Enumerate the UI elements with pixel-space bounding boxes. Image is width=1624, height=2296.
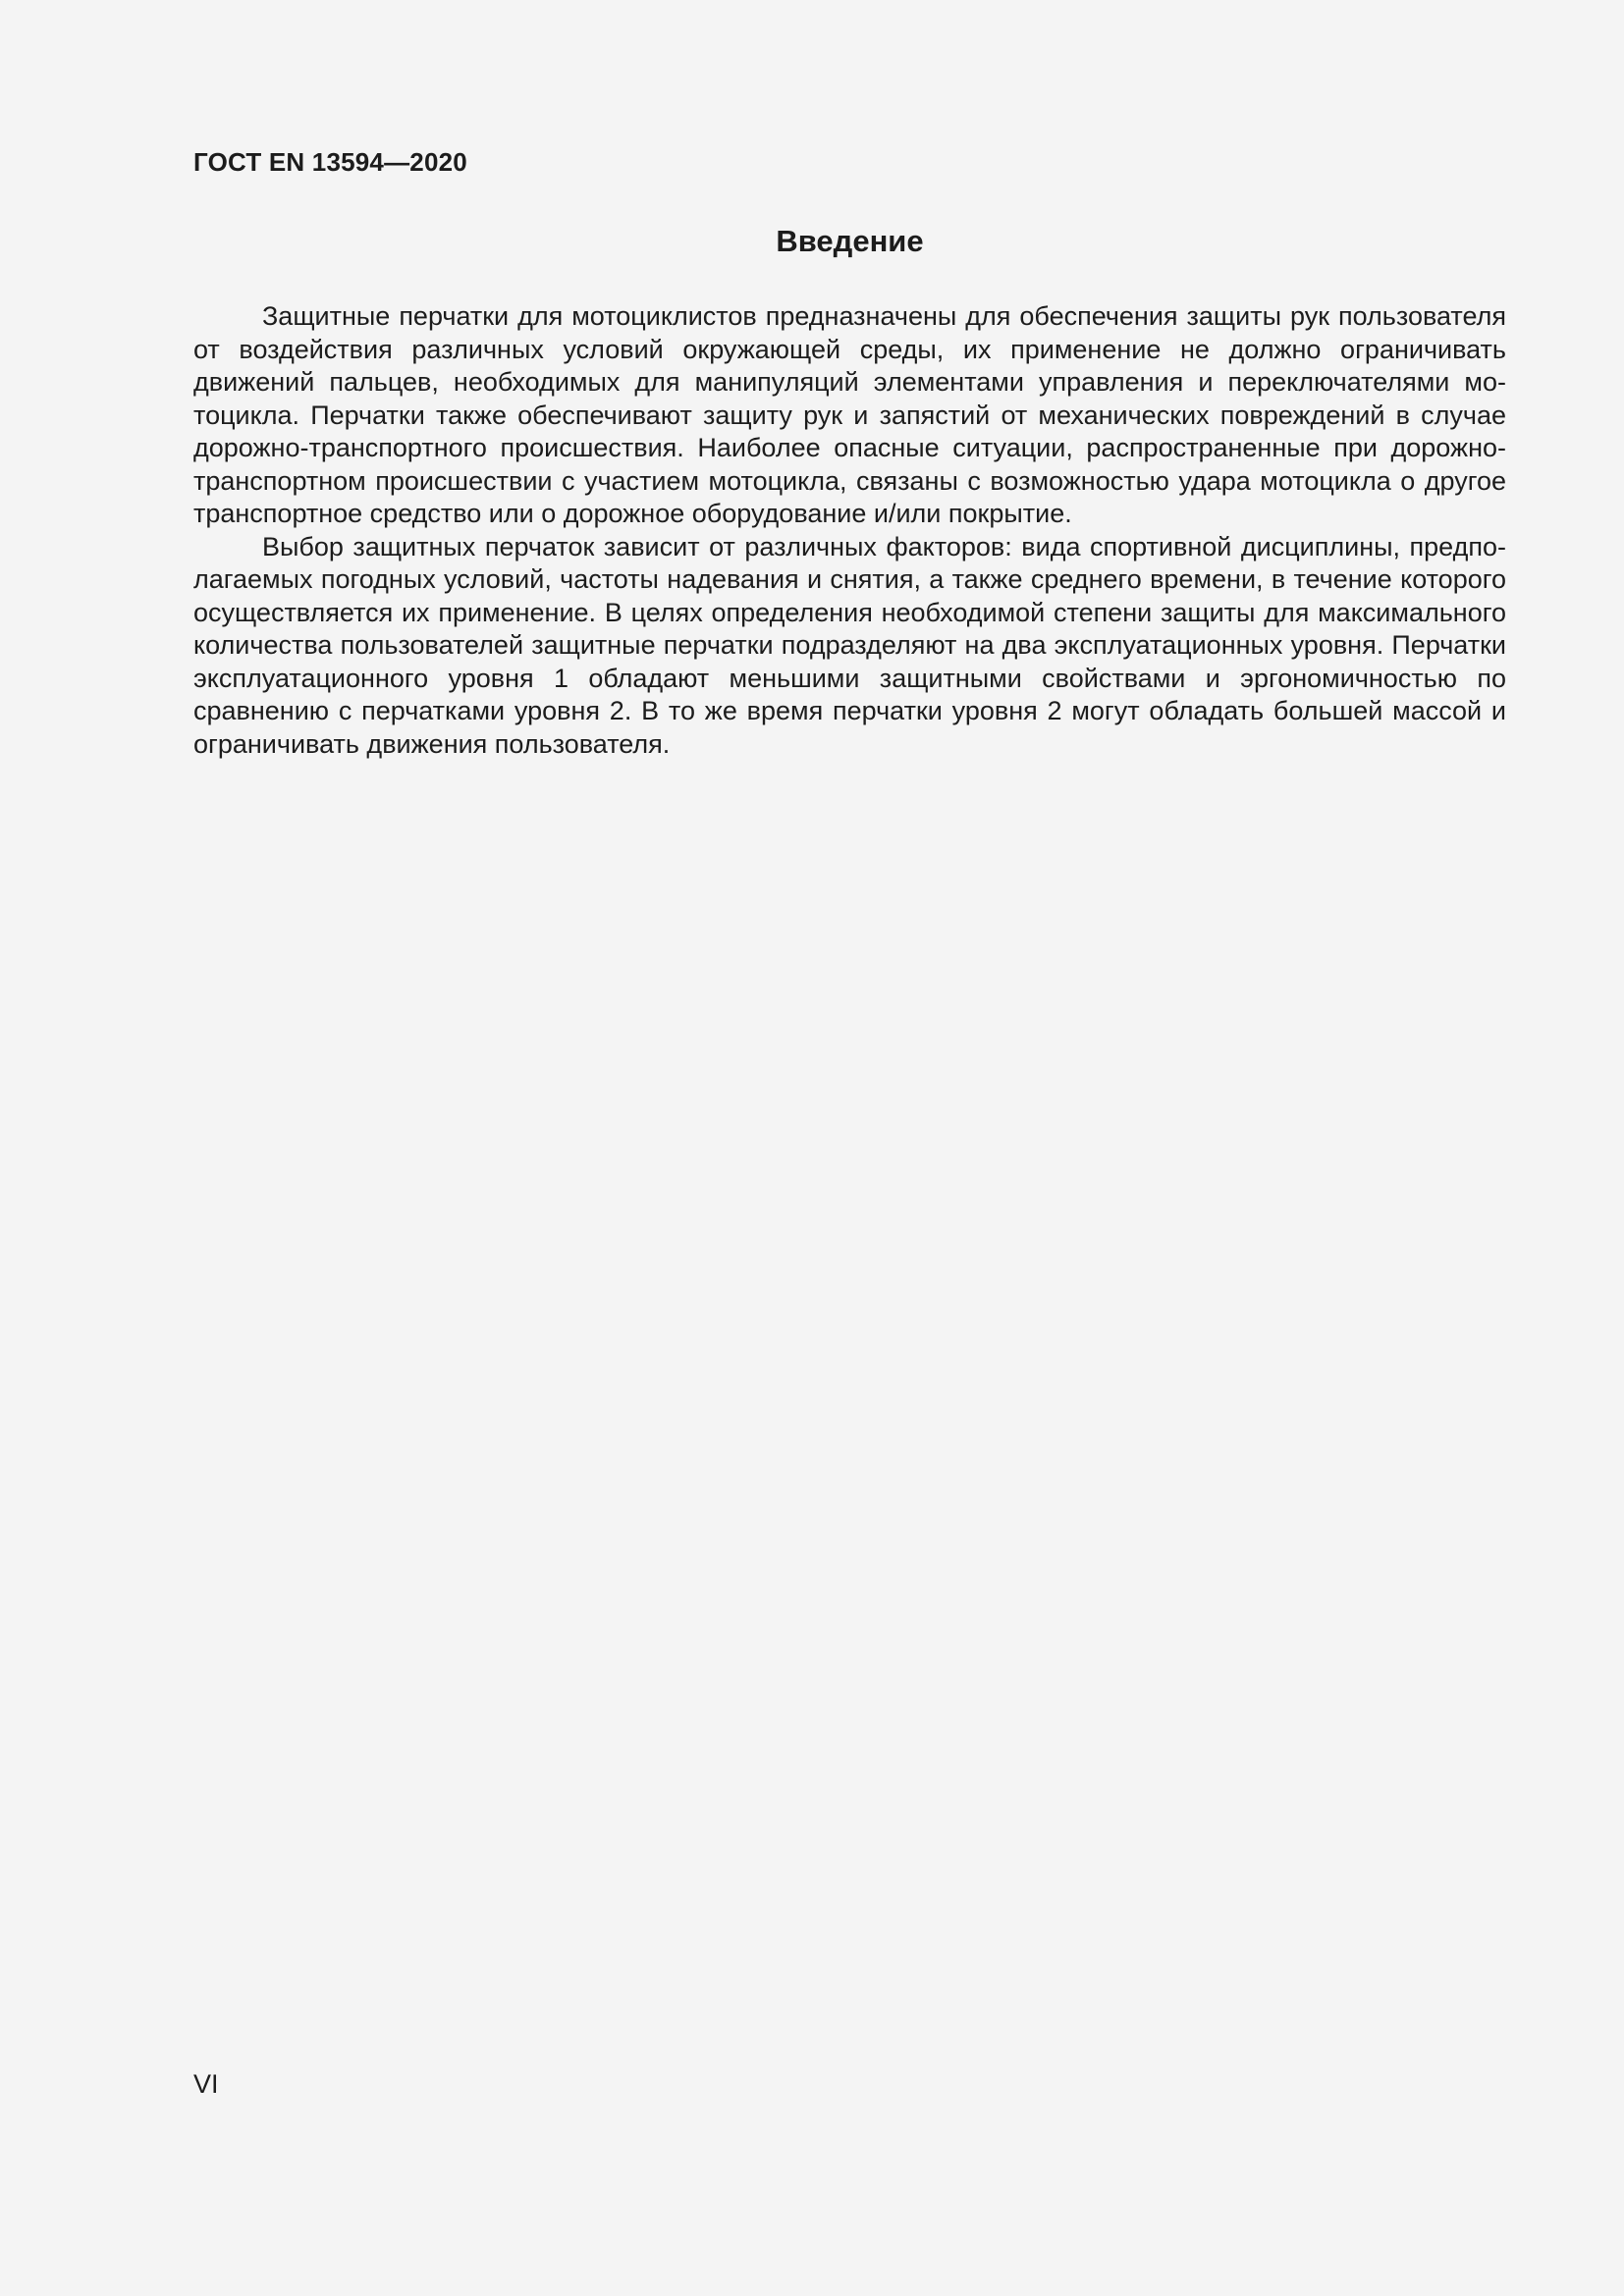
document-code-header: ГОСТ EN 13594—2020 [193, 147, 467, 177]
section-body [193, 300, 1506, 761]
body-paragraph: Защитные перчатки для мотоциклистов предназначены для обеспечения защиты рук пользователя от воздействия различных условий окружающей среды, их применение не должно ограничивать движений пальцев, необходимых для манипуляций элементами управления и переключателями мотоцикла. Перчатки также обеспечивают защиту рук и запястий от механических повреждений в случае дорожно-транспортного происшествия. Наиболее опасные ситуации, распространенные при дорожно-транспортном происшествии с участием мотоцикла, связаны с возможностью удара мотоцикла о другое транспортное средство или о дорожное оборудование и/или покрытие. [193, 301, 1506, 528]
body-paragraph: Выбор защитных перчаток зависит от различных факторов: вида спортивной дисциплины, предполагаемых погодных условий, частоты надевания и снятия, а также среднего времени, в течение которого осуществляется их применение. В целях определения необходимой степени защиты для максимального количества пользователей защитные перчатки подразделяют на два эксплуатационных уровня. Перчатки эксплуатационного уровня 1 обладают меньшими защитными свойствами и эргономичностью по сравнению с перчатками уровня 2. В то же время перчатки уровня 2 могут обладать большей массой и ограничивать движения пользователя. [193, 531, 1506, 759]
page-number: VI [193, 2069, 219, 2099]
section-title: Введение [776, 224, 924, 258]
